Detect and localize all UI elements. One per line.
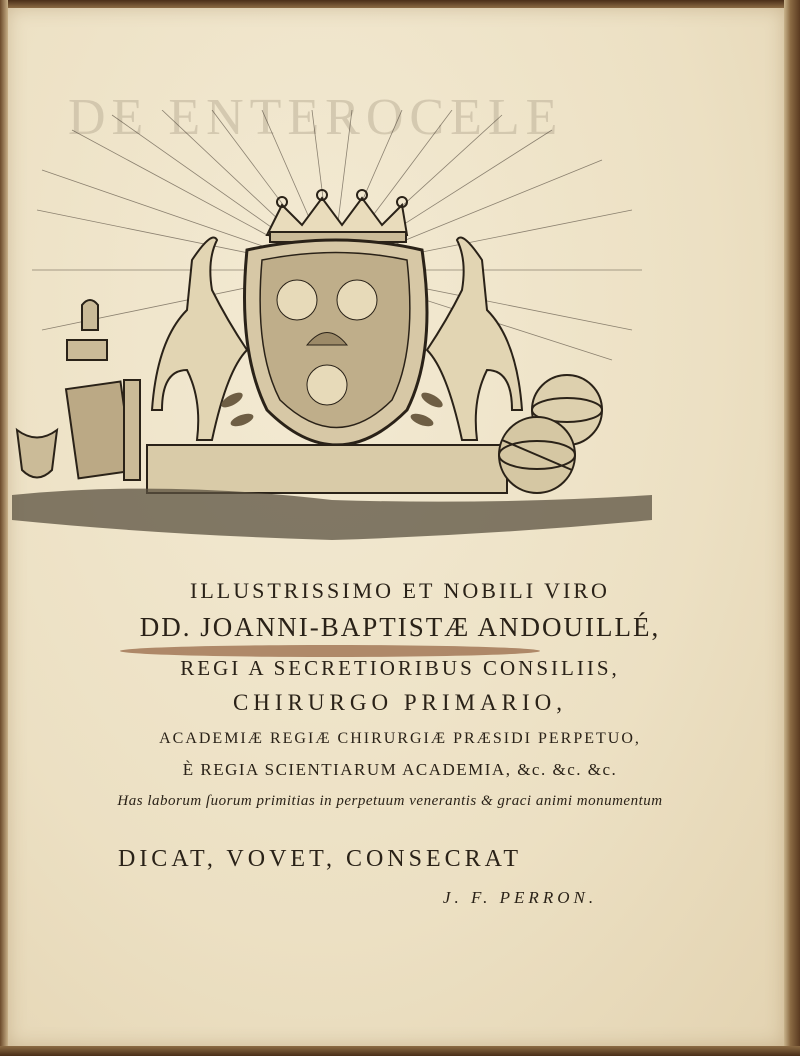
- dedication-line-2: DD. JOANNI-BAPTISTÆ ANDOUILLÉ,: [139, 612, 661, 642]
- ground-mound: [12, 489, 652, 540]
- coat-of-arms-icon: [245, 240, 428, 445]
- urn-icon: [17, 300, 140, 480]
- dedication-line-1: ILLUSTRISSIMO ET NOBILI VIRO: [190, 578, 610, 603]
- dedication-line-8: DICAT, VOVET, CONSECRAT: [117, 846, 522, 872]
- dedication-line-3: REGI A SECRETIORIBUS CONSILIIS,: [180, 656, 620, 680]
- dedication-line-5: ACADEMIÆ REGIÆ CHIRURGIÆ PRÆSIDI PERPETUO,: [159, 730, 641, 747]
- dedication-line-4: CHIRURGO PRIMARIO,: [232, 690, 568, 715]
- pedestal: [147, 445, 507, 493]
- signature: J. F. PERRON.: [442, 888, 598, 907]
- page-top-edge: [0, 0, 800, 8]
- coat-of-arms-engraving: [12, 110, 662, 560]
- page-bottom-edge: [0, 1046, 800, 1056]
- bleed-through-text: DE ENTEROCELE: [68, 89, 564, 146]
- page-left-edge: [0, 0, 8, 1056]
- dedication-line-6: È REGIA SCIENTIARUM ACADEMIA, &c. &c. &c.: [182, 760, 618, 779]
- dedication-line-7: Has laborum ſuorum primitias in perpetuum venerantis & graci animi monumentum: [117, 793, 663, 809]
